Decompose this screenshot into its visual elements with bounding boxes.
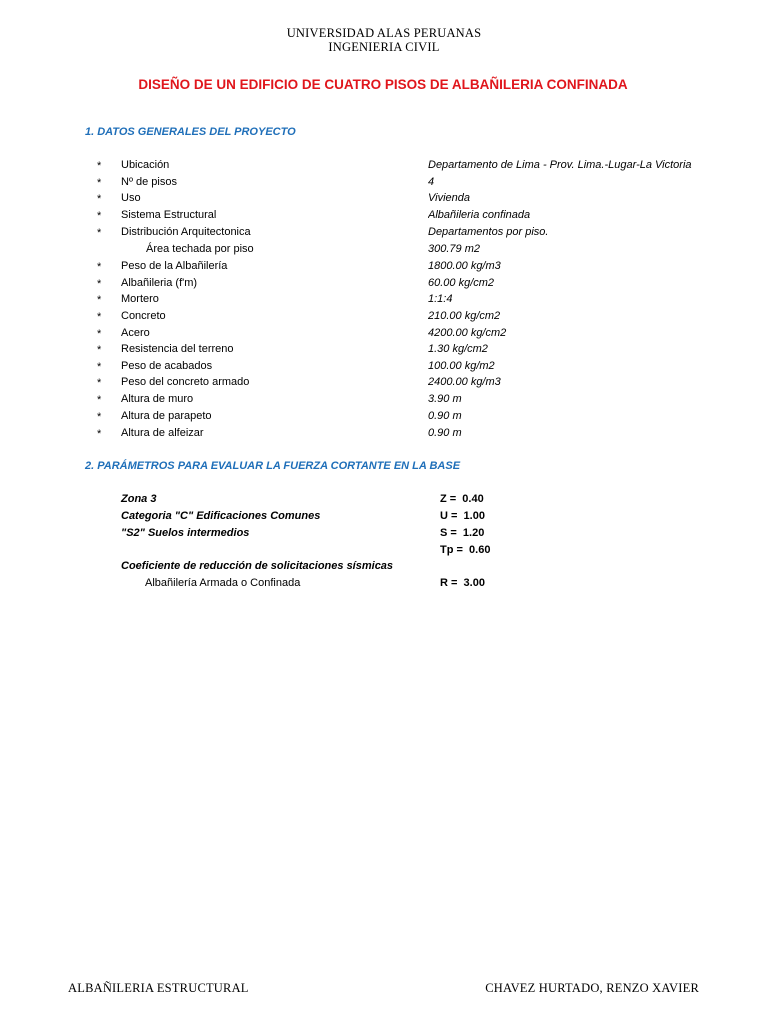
item-value: Departamento de Lima - Prov. Lima.-Lugar-La Victoria [428, 159, 692, 171]
section-heading-shear-parameters: 2. PARÁMETROS PARA EVALUAR LA FUERZA CORTANTE EN LA BASE [85, 460, 461, 472]
item-value: 4200.00 kg/cm2 [428, 327, 507, 339]
bullet: * [97, 377, 102, 389]
item-value: 0.90 m [428, 427, 462, 439]
bullet: * [97, 160, 102, 172]
bullet: * [97, 411, 102, 423]
item-label: Altura de alfeizar [121, 427, 204, 439]
bullet: * [97, 311, 102, 323]
item-value: Vivienda [428, 192, 470, 204]
item-label: Albañileria (f'm) [121, 277, 198, 289]
list-item [0, 358, 768, 374]
bullet: * [97, 261, 102, 273]
page-header [0, 26, 768, 54]
item-value: 1:1:4 [428, 293, 453, 305]
param-value: R = 3.00 [440, 577, 485, 589]
list-item [0, 190, 768, 206]
item-label: Nº de pisos [121, 176, 177, 188]
item-label: Concreto [121, 310, 166, 322]
item-label: Acero [121, 327, 150, 339]
bullet: * [97, 278, 102, 290]
param-value: S = 1.20 [440, 527, 485, 539]
document-title: DISEÑO DE UN EDIFICIO DE CUATRO PISOS DE ALBAÑILERIA CONFINADA [138, 77, 628, 92]
footer-author: CHAVEZ HURTADO, RENZO XAVIER [485, 981, 699, 995]
bullet: * [97, 344, 102, 356]
item-value: 1.30 kg/cm2 [428, 343, 488, 355]
param-value: U = 1.00 [440, 510, 485, 522]
list-item [0, 275, 768, 291]
bullet: * [97, 177, 102, 189]
item-label: Área techada por piso [146, 243, 254, 255]
item-value: 1800.00 kg/m3 [428, 260, 501, 272]
item-label: Peso del concreto armado [121, 376, 250, 388]
item-label: Uso [121, 192, 141, 204]
param-label: Categoria "C" Edificaciones Comunes [121, 510, 321, 522]
section-heading-general-data: 1. DATOS GENERALES DEL PROYECTO [85, 126, 296, 138]
footer-course: ALBAÑILERIA ESTRUCTURAL [68, 981, 249, 995]
item-value: 4 [428, 176, 435, 188]
list-item [0, 491, 768, 507]
list-item [0, 374, 768, 390]
param-value: Z = 0.40 [440, 493, 484, 505]
list-item [0, 325, 768, 341]
list-item [0, 241, 768, 257]
list-item [0, 525, 768, 541]
list-item [0, 174, 768, 190]
bullet: * [97, 361, 102, 373]
list-item [0, 224, 768, 240]
list-item [0, 308, 768, 324]
list-item [0, 425, 768, 441]
faculty-name: INGENIERIA CIVIL [328, 40, 440, 54]
param-label: Albañilería Armada o Confinada [145, 577, 301, 589]
item-value: 300.79 m2 [428, 243, 480, 255]
bullet: * [97, 210, 102, 222]
bullet: * [97, 394, 102, 406]
list-item [0, 508, 768, 524]
university-name: UNIVERSIDAD ALAS PERUANAS [286, 26, 482, 40]
item-value: 2400.00 kg/m3 [428, 376, 501, 388]
param-label: Zona 3 [121, 493, 157, 505]
item-value: Albañileria confinada [428, 209, 531, 221]
bullet: * [97, 193, 102, 205]
list-item [0, 258, 768, 274]
list-item [0, 542, 768, 558]
bullet: * [97, 227, 102, 239]
item-label: Ubicación [121, 159, 170, 171]
item-label: Peso de la Albañilería [121, 260, 228, 272]
item-value: 60.00 kg/cm2 [428, 277, 495, 289]
item-label: Peso de acabados [121, 360, 213, 372]
item-label: Altura de muro [121, 393, 194, 405]
item-label: Distribución Arquitectonica [121, 226, 251, 238]
item-label: Mortero [121, 293, 159, 305]
list-item [0, 558, 768, 574]
param-label: "S2" Suelos intermedios [121, 527, 250, 539]
list-item [0, 341, 768, 357]
param-value: Tp = 0.60 [440, 544, 491, 556]
item-value: 3.90 m [428, 393, 462, 405]
item-value: 210.00 kg/cm2 [428, 310, 501, 322]
bullet: * [97, 328, 102, 340]
list-item [0, 157, 768, 173]
list-item [0, 207, 768, 223]
item-value: 0.90 m [428, 410, 462, 422]
item-label: Resistencia del terreno [121, 343, 234, 355]
list-item [0, 391, 768, 407]
list-item [0, 575, 768, 591]
param-label: Coeficiente de reducción de solicitaciones sísmicas [121, 560, 394, 572]
bullet: * [97, 428, 102, 440]
item-label: Sistema Estructural [121, 209, 217, 221]
list-item [0, 291, 768, 307]
item-value: Departamentos por piso. [428, 226, 549, 238]
item-label: Altura de parapeto [121, 410, 212, 422]
list-item [0, 408, 768, 424]
bullet: * [97, 294, 102, 306]
item-value: 100.00 kg/m2 [428, 360, 495, 372]
